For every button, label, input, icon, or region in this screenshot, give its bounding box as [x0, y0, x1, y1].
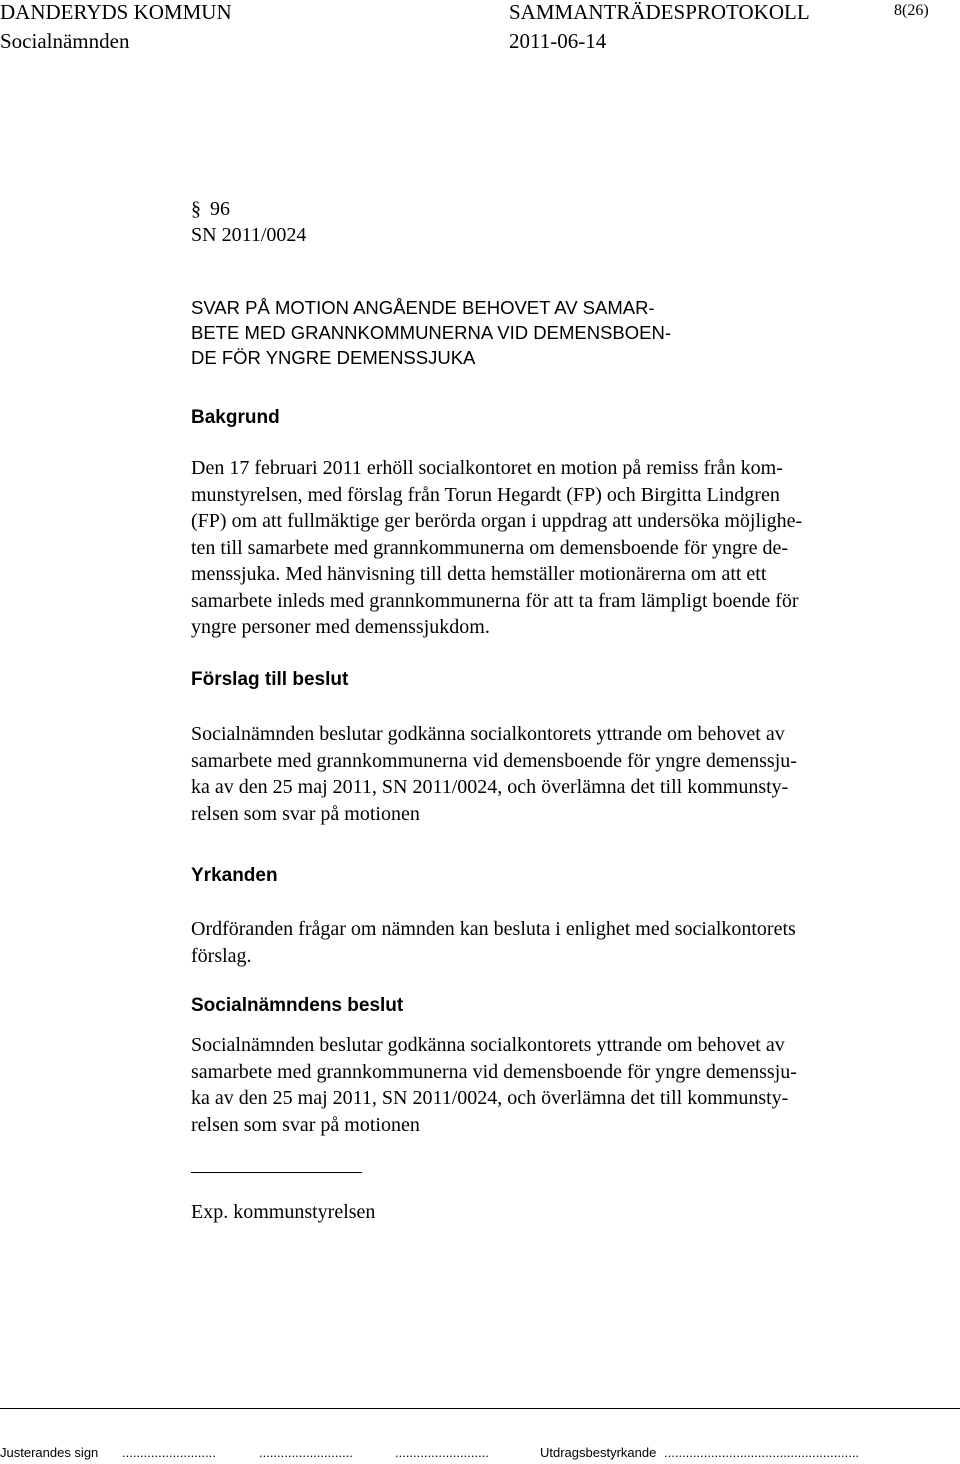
text-line: ten till samarbete med grannkommunerna om demensboende för yngre de-: [191, 536, 789, 559]
header-page-number: 8(26): [894, 2, 929, 19]
footer-extract-dots: ......................................................: [664, 1445, 860, 1460]
title-line: SVAR PÅ MOTION ANGÅENDE BEHOVET AV SAMAR-: [191, 297, 655, 318]
text-line: munstyrelsen, med förslag från Torun Hegardt (FP) och Birgitta Lindgren: [191, 483, 780, 506]
text-line: samarbete inleds med grannkommunerna för att ta fram lämpligt boende för: [191, 589, 799, 612]
distribution-note: Exp. kommunstyrelsen: [191, 1201, 376, 1223]
section-heading-bakgrund: Bakgrund: [191, 407, 280, 428]
section-body-yrkanden: [191, 916, 891, 969]
paragraph-symbol: §: [191, 198, 201, 220]
text-line: samarbete med grannkommunerna vid demensboende för yngre demenssju-: [191, 1060, 797, 1083]
footer-sign-dots-3: ..........................: [395, 1445, 489, 1460]
text-line: förslag.: [191, 944, 252, 967]
section-body-bakgrund: [191, 455, 891, 641]
footer-sign-label: Justerandes sign: [0, 1445, 99, 1460]
text-line: samarbete med grannkommunerna vid demensboende för yngre demenssju-: [191, 749, 797, 772]
section-body-forslag: [191, 721, 891, 827]
document-title: [191, 295, 671, 370]
header-doc-type: SAMMANTRÄDESPROTOKOLL: [509, 0, 810, 24]
section-heading-forslag: Förslag till beslut: [191, 669, 349, 690]
text-line: Socialnämnden beslutar godkänna socialkontorets yttrande om behovet av: [191, 1034, 785, 1056]
footer-rule: [0, 1408, 960, 1409]
text-line: ka av den 25 maj 2011, SN 2011/0024, och överlämna det till kommunsty-: [191, 776, 789, 798]
distribution-separator: [191, 1172, 362, 1173]
header-date: 2011-06-14: [509, 29, 607, 53]
footer-sign-dots-2: ..........................: [259, 1445, 353, 1460]
title-line: BETE MED GRANNKOMMUNERNA VID DEMENSBOEN-: [191, 322, 672, 343]
text-line: (FP) om att fullmäktige ger berörda organ i uppdrag att undersöka möjlighe-: [191, 510, 803, 532]
paragraph-number: [191, 198, 230, 221]
text-line: Socialnämnden beslutar godkänna socialkontorets yttrande om behovet av: [191, 723, 785, 745]
header-municipality: DANDERYDS KOMMUN: [0, 0, 232, 24]
text-line: Den 17 februari 2011 erhöll socialkontoret en motion på remiss från kom-: [191, 457, 783, 479]
text-line: relsen som svar på motionen: [191, 802, 420, 825]
text-line: menssjuka. Med hänvisning till detta hemställer motionärerna om att ett: [191, 563, 767, 585]
text-line: Ordföranden frågar om nämnden kan besluta i enlighet med socialkontorets: [191, 918, 796, 940]
paragraph-number-value: 96: [210, 198, 230, 220]
footer-sign-dots-1: ..........................: [122, 1445, 216, 1460]
section-body-beslut: [191, 1032, 891, 1138]
header-committee: Socialnämnden: [0, 29, 130, 53]
text-line: yngre personer med demenssjukdom.: [191, 616, 490, 638]
text-line: ka av den 25 maj 2011, SN 2011/0024, och överlämna det till kommunsty-: [191, 1087, 789, 1109]
section-heading-beslut: Socialnämndens beslut: [191, 995, 404, 1016]
footer-extract-label: Utdragsbestyrkande: [540, 1445, 657, 1460]
case-number: SN 2011/0024: [191, 224, 307, 246]
title-line: DE FÖR YNGRE DEMENSSJUKA: [191, 347, 476, 368]
text-line: relsen som svar på motionen: [191, 1113, 420, 1136]
section-heading-yrkanden: Yrkanden: [191, 865, 278, 886]
